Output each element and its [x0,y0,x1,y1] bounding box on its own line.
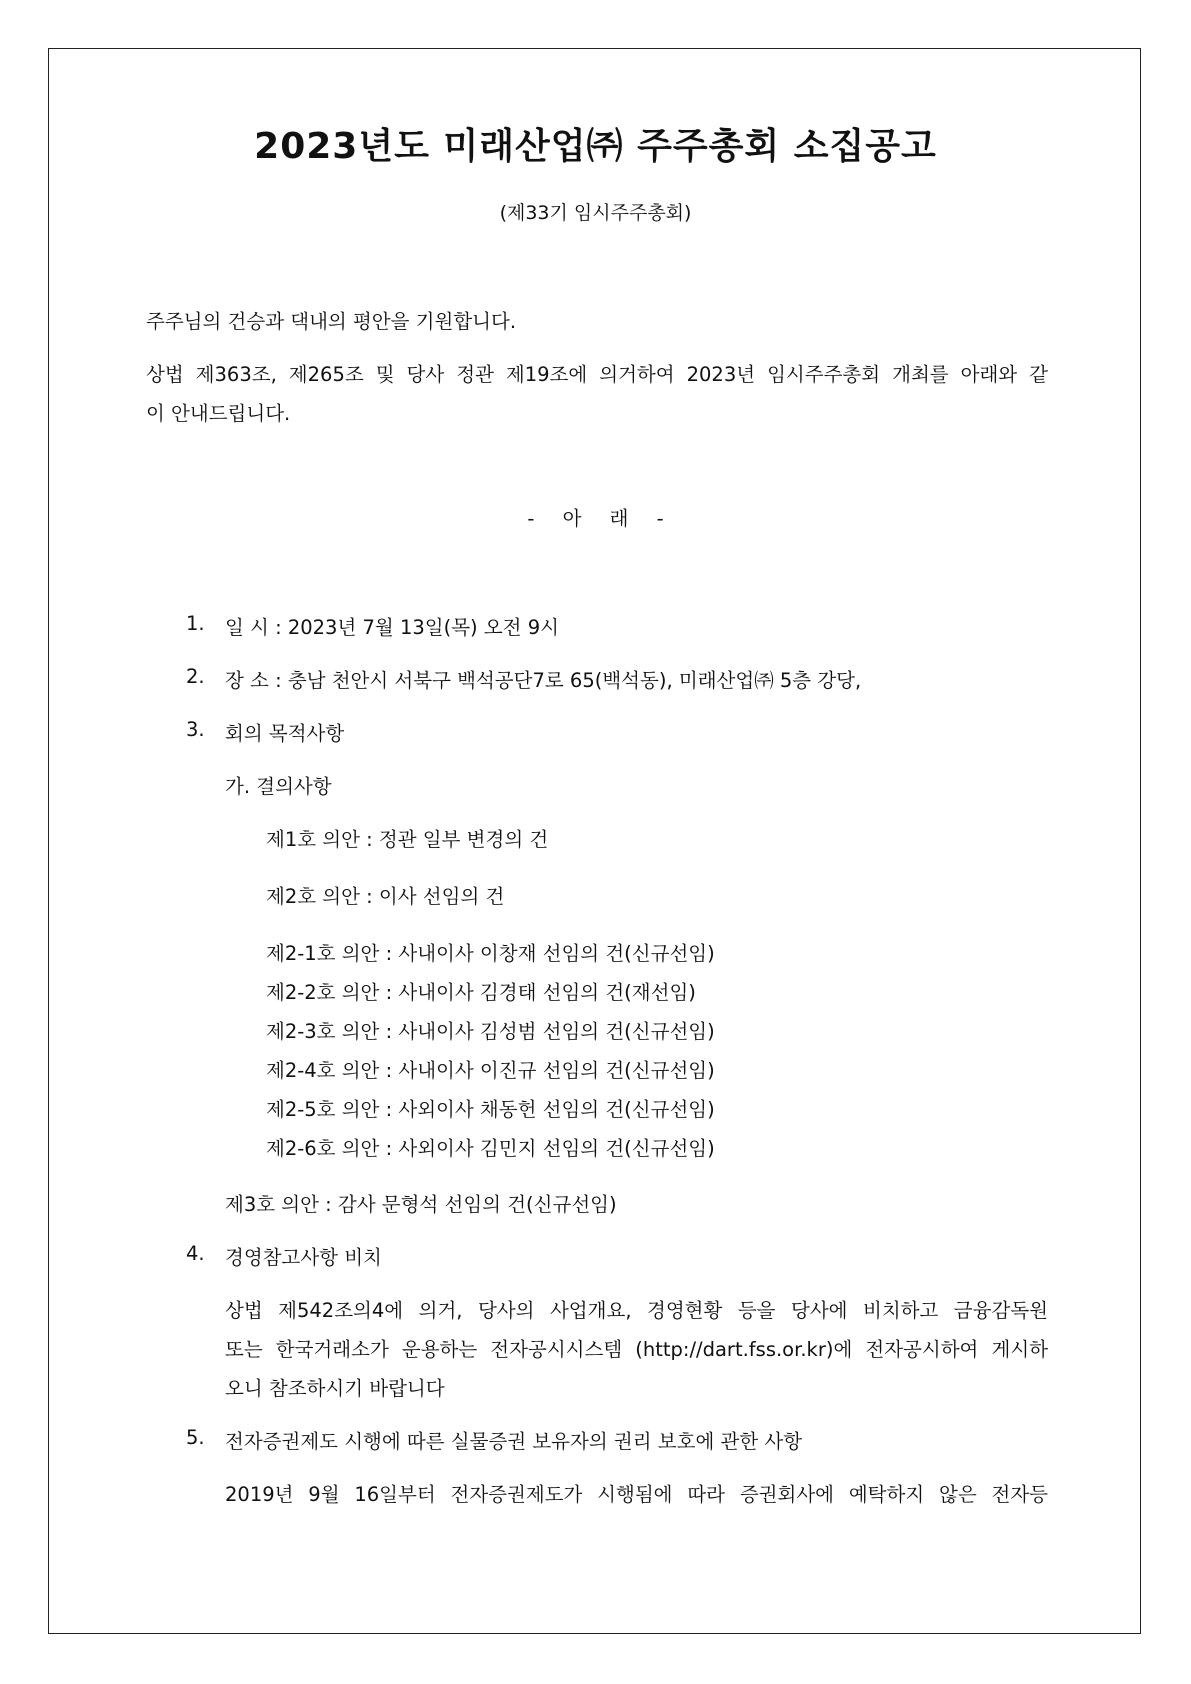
agenda-item-2-6: 제2-6호 의안 : 사외이사 김민지 선임의 건(신규선임) [266,1137,715,1160]
item-number-1: 1. [186,612,205,635]
item5-line-1: 2019년 9월 16일부터 전자증권제도가 시행됨에 따라 증권회사에 예탁하지 않은 전자등 [225,1483,1048,1506]
agenda-item-2: 제2호 의안 : 이사 선임의 건 [266,885,505,908]
item-number-5: 5. [186,1426,205,1449]
agenda-item-3: 제3호 의안 : 감사 문형석 선임의 건(신규선임) [225,1193,617,1216]
item-date-time: 일 시 : 2023년 7월 13일(목) 오전 9시 [225,616,559,639]
item-location: 장 소 : 충남 천안시 서북구 백석공단7로 65(백석동), 미래산업㈜ 5층 강당, [225,669,862,692]
greeting-text: 주주님의 건승과 댁내의 평안을 기원합니다. [146,310,517,333]
agenda-item-1: 제1호 의안 : 정관 일부 변경의 건 [266,828,549,851]
intro-line-2: 이 안내드립니다. [146,402,291,425]
notice-title: 2023년도 미래산업㈜ 주주총회 소집공고 [254,126,937,167]
intro-line-1: 상법 제363조, 제265조 및 당사 정관 제19조에 의거하여 2023년 임시주주총회 개최를 아래와 같 [146,363,1048,386]
agenda-item-2-1: 제2-1호 의안 : 사내이사 이창재 선임의 건(신규선임) [266,942,715,965]
agenda-item-2-3: 제2-3호 의안 : 사내이사 김성범 선임의 건(신규선임) [266,1020,715,1043]
item4-line-1: 상법 제542조의4에 의거, 당사의 사업개요, 경영현황 등을 당사에 비치하고 금융감독원 [225,1299,1048,1322]
separator-heading: - 아 래 - [527,507,664,530]
item4-line-3: 오니 참조하시기 바랍니다 [225,1377,445,1400]
notice-subtitle: (제33기 임시주주총회) [499,202,692,224]
item-electronic-securities-heading: 전자증권제도 시행에 따른 실물증권 보유자의 권리 보호에 관한 사항 [225,1430,803,1453]
item-reference-heading: 경영참고사항 비치 [225,1246,382,1269]
agenda-item-2-5: 제2-5호 의안 : 사외이사 채동헌 선임의 건(신규선임) [266,1098,715,1121]
item-number-2: 2. [186,665,205,688]
agenda-item-2-2: 제2-2호 의안 : 사내이사 김경태 선임의 건(재선임) [266,981,696,1004]
item4-line-2: 또는 한국거래소가 운용하는 전자공시시스템 (http://dart.fss.or.kr)에 전자공시하여 게시하 [225,1338,1048,1361]
item-agenda-heading: 회의 목적사항 [225,722,345,745]
agenda-item-2-4: 제2-4호 의안 : 사내이사 이진규 선임의 건(신규선임) [266,1059,715,1082]
item-number-4: 4. [186,1242,205,1265]
resolution-subheading: 가. 결의사항 [225,775,332,798]
item-number-3: 3. [186,718,205,741]
page-border [48,48,1141,1634]
